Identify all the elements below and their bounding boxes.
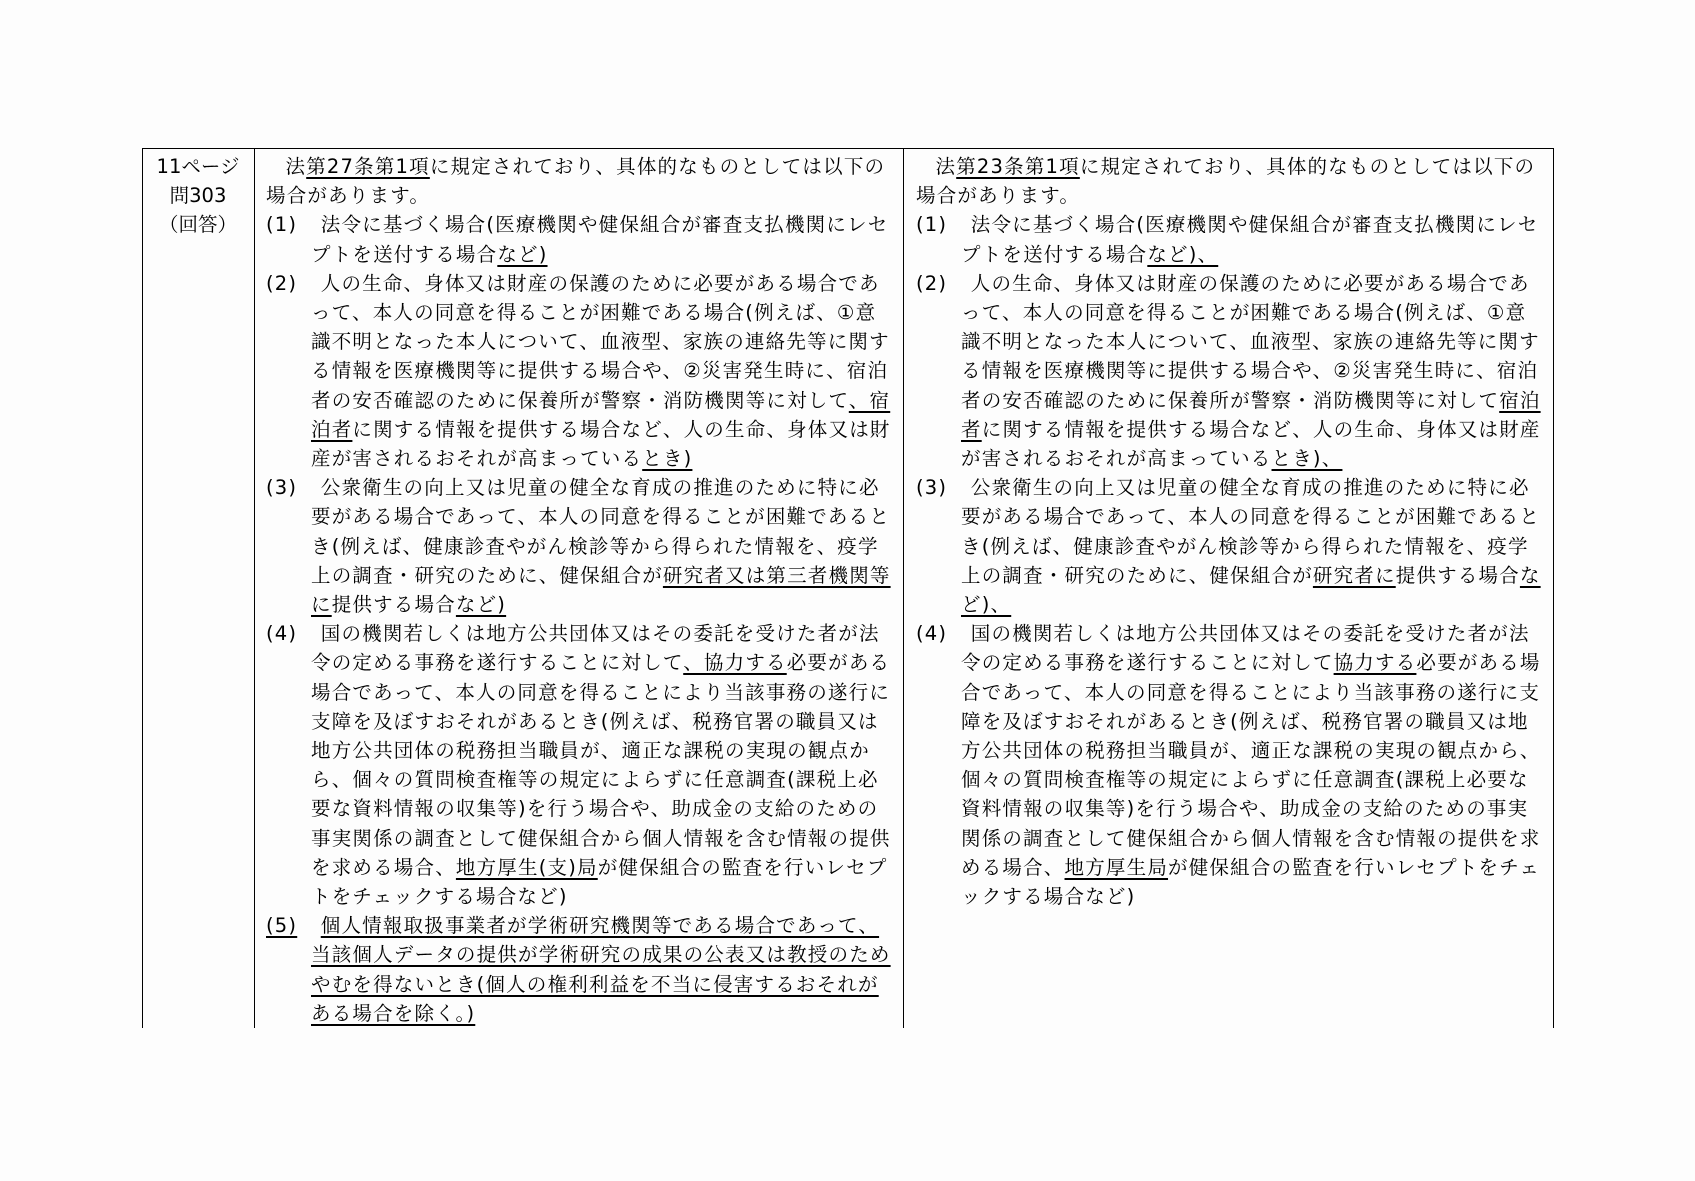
list-item <box>916 210 1546 268</box>
item-number: (3) <box>266 476 298 500</box>
text-run: 公衆衛生の向上又は児童の健全な育成の推進のために特に必要がある場合であって、本人の同意を得ることが困難であるとき(例えば、健康診査やがん検診等から得られた情報を、疫学上の調査・研究のために、健保組合が <box>311 476 891 587</box>
item-number: (4) <box>266 622 298 646</box>
list-item <box>266 911 896 1028</box>
text-run: に関する情報を提供する場合など、人の生命、身体又は財産が害されるおそれが高まっている <box>311 417 891 471</box>
text-run: 必要がある場合であって、本人の同意を得ることにより当該事務の遂行に支障を及ぼすおそれがあるとき(例えば、税務官署の職員又は地方公共団体の税務担当職員が、適正な課税の実現の観点から、個々の質問検査権等の規定によらずに任意調査(課税上必要な資料情報の収集等)を行う場合や、助成金の支給のための事実関係の調査として健保組合から個人情報を含む情報の提供を求める場合、 <box>961 651 1541 879</box>
underlined-amendment: 研究者又は第三者機関等に <box>311 563 891 617</box>
underlined-amendment: など) <box>455 593 507 617</box>
revised-text-column <box>266 152 896 1028</box>
intro-paragraph <box>266 152 896 210</box>
text-run: 法令に基づく場合(医療機関や健保組合が審査支払機関にレセプトを送付する場合 <box>311 213 889 266</box>
item-text <box>961 622 1541 908</box>
text-run: 国の機関若しくは地方公共団体又はその委託を受けた者が法令の定める事務を遂行することに対して <box>961 622 1530 675</box>
item-number: (1) <box>266 213 298 237</box>
text-run: 公衆衛生の向上又は児童の健全な育成の推進のために特に必要がある場合であって、本人の同意を得ることが困難であるとき(例えば、健康診査やがん検診等から得られた情報を、疫学上の調査・研究のために、健保組合が <box>961 476 1541 587</box>
item-number: (4) <box>916 622 948 646</box>
item-text <box>311 914 891 1025</box>
list-item <box>266 210 896 268</box>
text-run: 人の生命、身体又は財産の保護のために必要がある場合であって、本人の同意を得ることが困難である場合(例えば、①意識不明となった本人について、血液型、家族の連絡先等に関する情報を医療機関等に提供する場合や、②災害発生時に、宿泊者の安否確認のために保養所が警察・消防機関等に対して <box>311 271 890 412</box>
text-run: 提供する場合 <box>1395 563 1520 587</box>
item-number: (1) <box>916 213 948 237</box>
text-run: に関する情報を提供する場合など、人の生命、身体又は財産が害されるおそれが高まっている <box>961 417 1541 471</box>
text-run: 提供する場合 <box>331 593 456 617</box>
underlined-amendment: とき)、 <box>1271 447 1343 471</box>
item-number: (2) <box>916 271 948 295</box>
underlined-amendment: 宿泊者 <box>961 388 1541 441</box>
item-number: (2) <box>266 271 298 295</box>
item-text <box>311 476 891 616</box>
underlined-amendment: 地方厚生局 <box>1064 855 1169 879</box>
list-item <box>266 619 896 911</box>
underlined-amendment: など) <box>497 242 548 266</box>
table-divider-label <box>254 148 255 1028</box>
row-label-page: 11ページ <box>156 155 240 178</box>
text-run: 国の機関若しくは地方公共団体又はその委託を受けた者が法令の定める事務を遂行することに対して <box>311 622 880 675</box>
row-label-answer: （回答） <box>158 213 237 237</box>
text-run: に規定されており、具体的なものとしては以下の場合があります。 <box>266 155 886 208</box>
row-label-cell <box>142 152 254 240</box>
underlined-amendment: など)、 <box>1147 242 1219 266</box>
underlined-amendment: など)、 <box>961 563 1541 617</box>
item-text <box>961 213 1538 265</box>
underlined-amendment: とき) <box>642 447 693 471</box>
underlined-amendment: 第23条第1項 <box>956 155 1080 178</box>
item-text <box>311 272 891 470</box>
item-number: (5) <box>266 914 298 938</box>
list-item <box>266 473 896 619</box>
list-item <box>916 269 1546 473</box>
underlined-amendment: 個人情報取扱事業者が学術研究機関等である場合であって、当該個人データの提供が学術研究の成果の公表又は教授のためやむを得ないとき(個人の権利利益を不当に侵害するおそれがある場合を除く。) <box>311 914 891 1025</box>
table-border-right <box>1553 148 1554 1028</box>
item-text <box>311 213 888 265</box>
text-run: 法 <box>285 155 307 178</box>
item-text <box>961 476 1541 616</box>
list-item <box>916 619 1546 911</box>
list-item <box>916 473 1546 619</box>
text-run: 人の生命、身体又は財産の保護のために必要がある場合であって、本人の同意を得ることが困難である場合(例えば、①意識不明となった本人について、血液型、家族の連絡先等に関する情報を医療機関等に提供する場合や、②災害発生時に、宿泊者の安否確認のために保養所が警察・消防機関等に対して <box>961 271 1540 412</box>
text-run: が健保組合の監査を行いレセプトをチェックする場合など) <box>961 855 1541 909</box>
underlined-amendment: 協力する <box>1333 651 1417 675</box>
table-divider-middle <box>903 148 904 1028</box>
row-label-question: 問303 <box>169 184 227 208</box>
text-run: 法 <box>935 155 957 178</box>
current-text-column <box>916 152 1546 911</box>
item-number: (3) <box>916 476 948 500</box>
text-run: 法令に基づく場合(医療機関や健保組合が審査支払機関にレセプトを送付する場合 <box>961 213 1539 266</box>
text-run: に規定されており、具体的なものとしては以下の場合があります。 <box>916 155 1536 208</box>
text-run: 必要がある場合であって、本人の同意を得ることにより当該事務の遂行に支障を及ぼすおそれがあるとき(例えば、税務官署の職員又は地方公共団体の税務担当職員が、適正な課税の実現の観点から、個々の質問検査権等の規定によらずに任意調査(課税上必要な資料情報の収集等)を行う場合や、助成金の支給のための事実関係の調査として健保組合から個人情報を含む情報の提供を求める場合、 <box>311 651 891 879</box>
underlined-amendment: 研究者に <box>1312 563 1396 587</box>
item-text <box>961 272 1541 470</box>
underlined-amendment: 第27条第1項 <box>306 155 430 178</box>
underlined-amendment: 、宿泊者 <box>311 388 891 441</box>
text-run: が健保組合の監査を行いレセプトをチェックする場合など) <box>311 855 888 909</box>
intro-paragraph <box>916 152 1546 210</box>
item-text <box>311 622 891 908</box>
list-item <box>266 269 896 473</box>
table-border-left <box>142 148 143 1028</box>
underlined-amendment: 地方厚生(支)局 <box>455 855 598 879</box>
underlined-amendment: 、協力する <box>683 651 787 675</box>
